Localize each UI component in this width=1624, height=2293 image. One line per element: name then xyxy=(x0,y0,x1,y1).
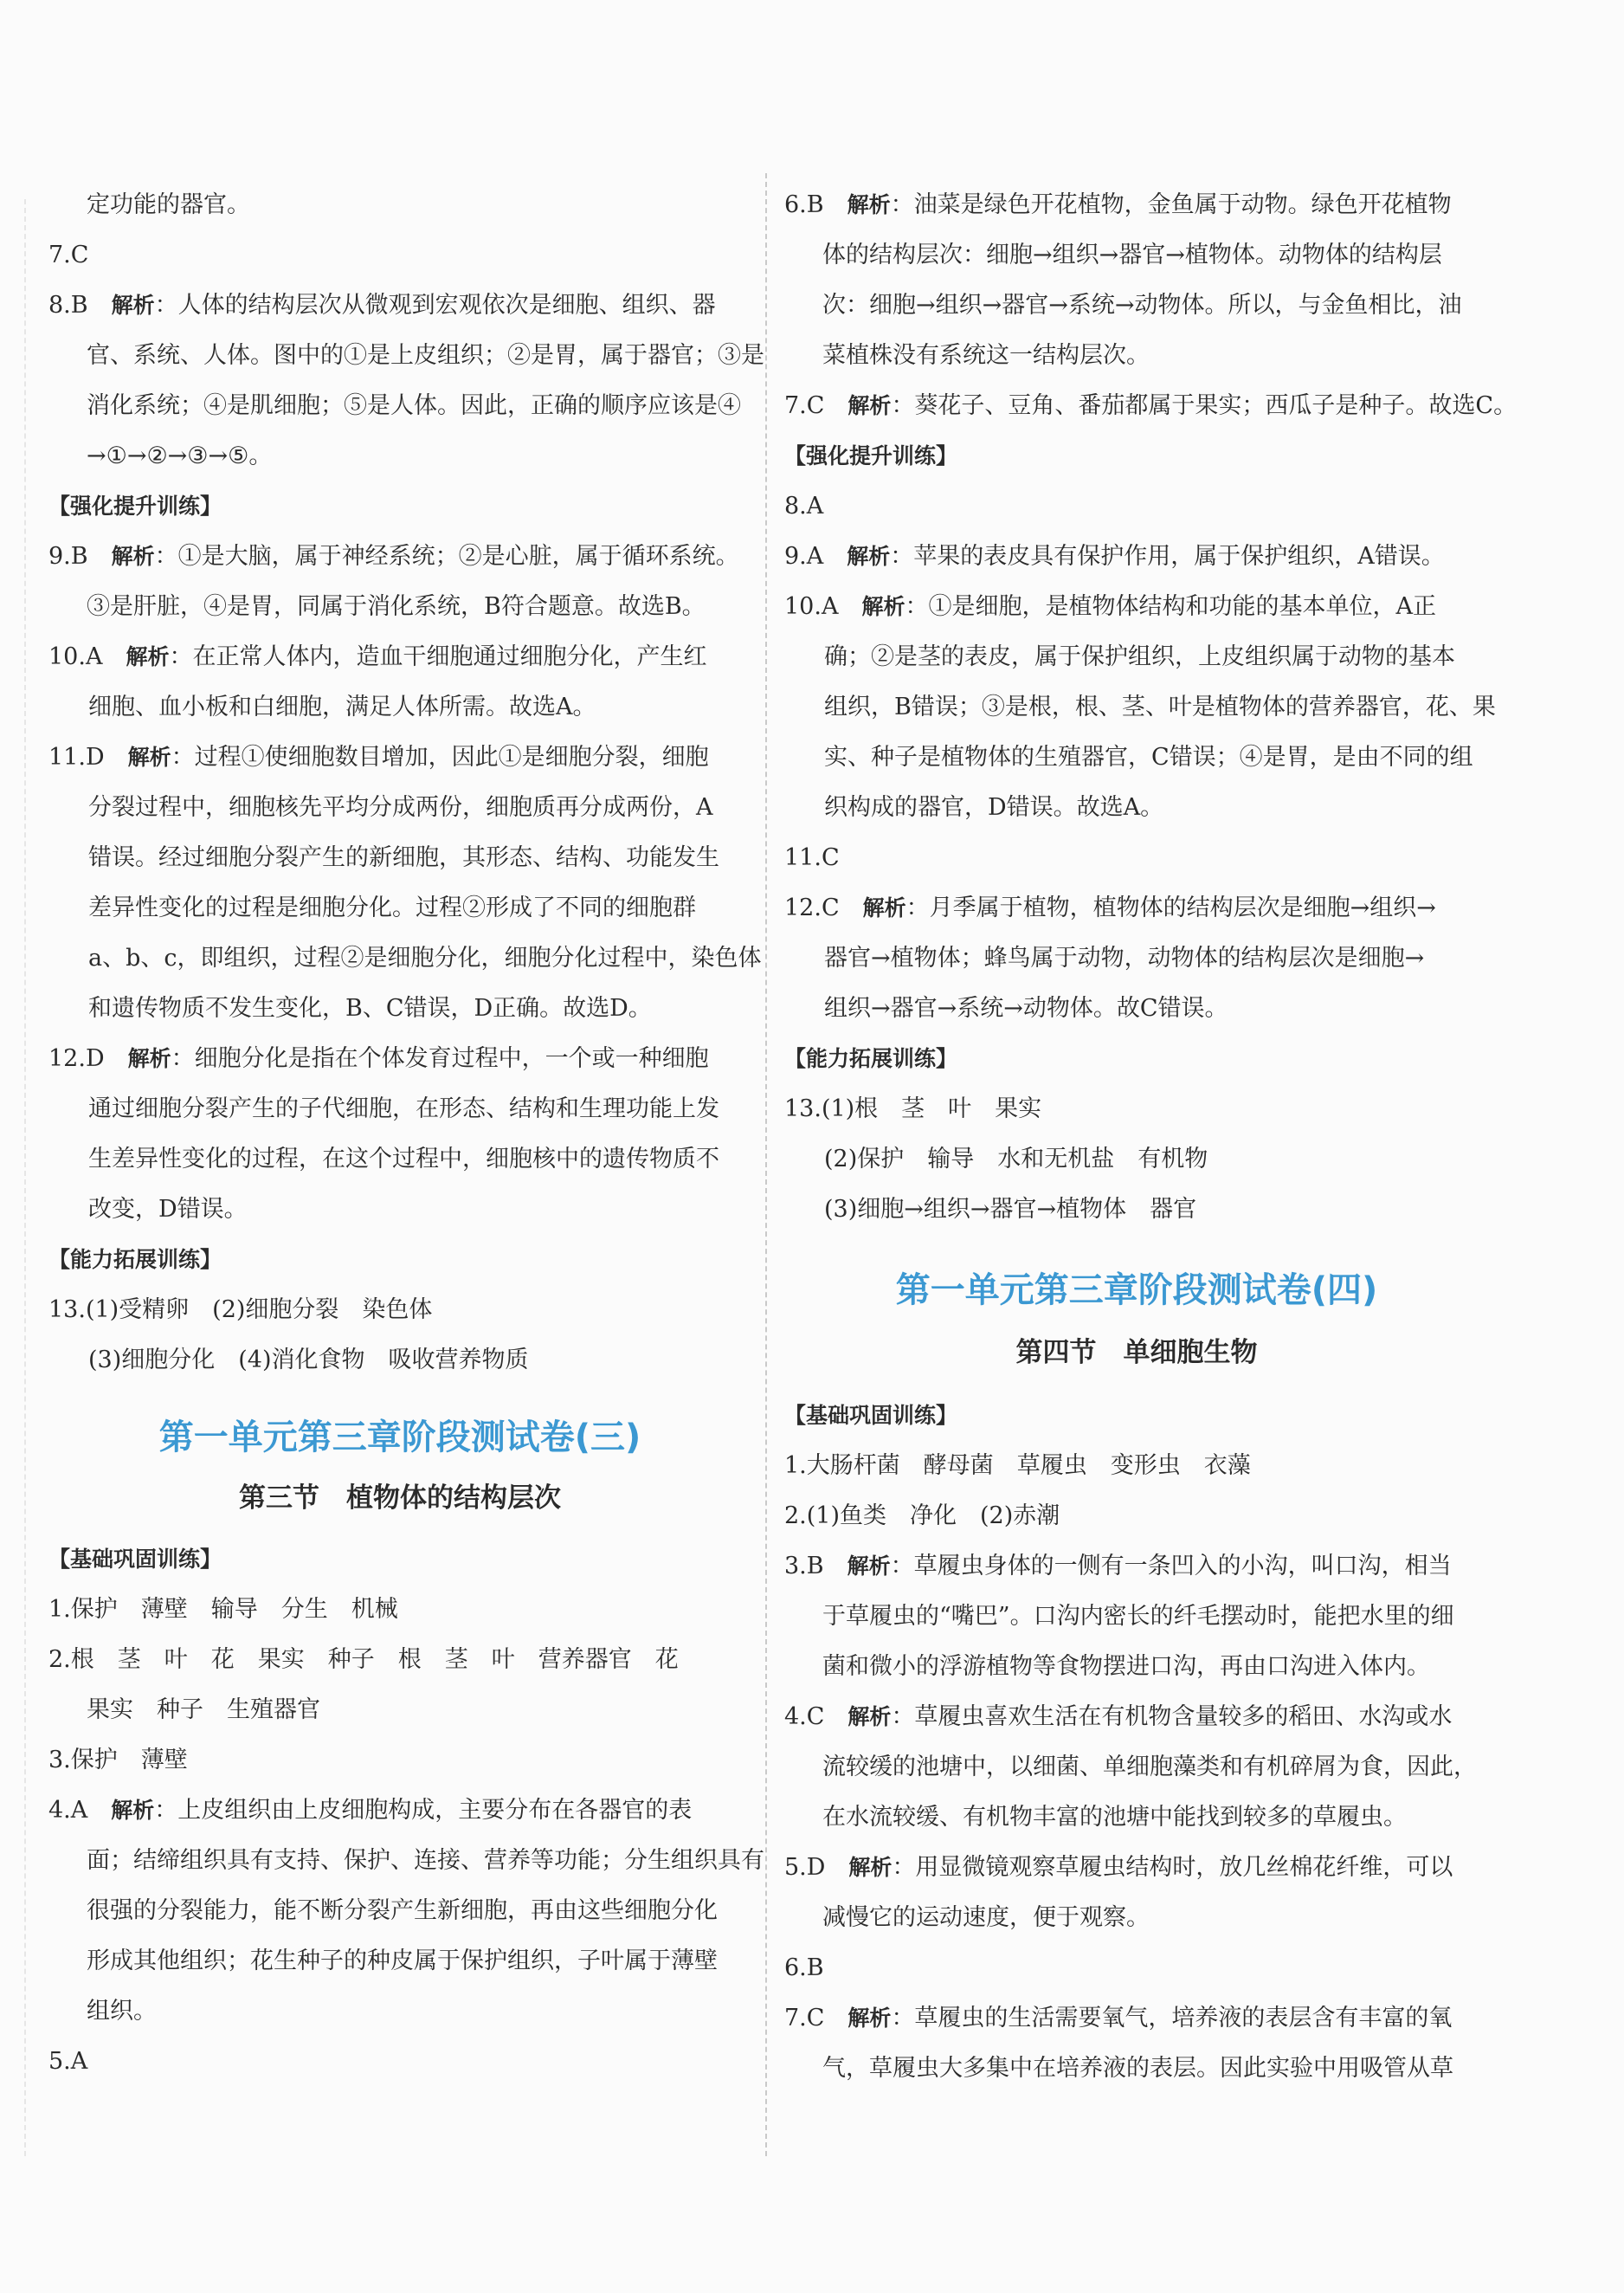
text-line: 流较缓的池塘中，以细菌、单细胞藻类和有机碎屑为食，因此， xyxy=(822,1754,1477,1780)
answer-8: 8.A xyxy=(784,493,824,520)
page-edge-line xyxy=(24,199,26,2156)
text-line: (3)细胞→组织→器官→植物体 器官 xyxy=(824,1196,1197,1223)
text-line: 和遗传物质不发生变化，B、C错误，D正确。故选D。 xyxy=(88,995,652,1022)
text-line: 定功能的器官。 xyxy=(87,191,250,218)
text-line: 错误。经过细胞分裂产生的新细胞，其形态、结构、功能发生 xyxy=(88,844,719,871)
section-heading: 【基础巩固训练】 xyxy=(48,1547,222,1572)
answer-5: 5.A xyxy=(48,2048,88,2075)
section-heading: 【能力拓展训练】 xyxy=(784,1046,958,1071)
text-line: 器官→植物体；蜂鸟属于动物，动物体的结构层次是细胞→ xyxy=(824,945,1425,972)
answer-13: 13.(1)受精卵 (2)细胞分裂 染色体 xyxy=(48,1296,433,1323)
answer-1: 1.保护 薄壁 输导 分生 机械 xyxy=(48,1596,398,1623)
answer-9: 9.B 解析：①是大脑，属于神经系统；②是心脏，属于循环系统。 xyxy=(48,543,739,570)
text-line: 菌和微小的浮游植物等食物摆进口沟，再由口沟进入体内。 xyxy=(822,1653,1430,1680)
answer-10: 10.A 解析：①是细胞，是植物体结构和功能的基本单位，A正 xyxy=(784,593,1436,620)
text-line: 组织→器官→系统→动物体。故C错误。 xyxy=(824,995,1228,1022)
answer-3: 3.保护 薄壁 xyxy=(48,1747,188,1773)
answer-7: 7.C xyxy=(48,242,89,268)
text-line: 分裂过程中，细胞核先平均分成两份，细胞质再分成两份，A xyxy=(88,794,713,821)
answer-4: 4.A 解析：上皮组织由上皮细胞构成，主要分布在各器官的表 xyxy=(48,1797,693,1824)
answer-9: 9.A 解析：苹果的表皮具有保护作用，属于保护组织，A错误。 xyxy=(784,543,1445,570)
text-line: ③是肝脏，④是胃，同属于消化系统，B符合题意。故选B。 xyxy=(87,593,706,620)
text-line: 在水流较缓、有机物丰富的池塘中能找到较多的草履虫。 xyxy=(822,1804,1407,1831)
text-line: 通过细胞分裂产生的子代细胞，在形态、结构和生理功能上发 xyxy=(88,1095,719,1122)
answer-12: 12.D 解析：细胞分化是指在个体发育过程中，一个或一种细胞 xyxy=(48,1045,709,1072)
text-line: 很强的分裂能力，能不断分裂产生新细胞，再由这些细胞分化 xyxy=(87,1897,718,1924)
test-title: 第一单元第三章阶段测试卷(三) xyxy=(158,1418,641,1457)
text-line: 果实 种子 生殖器官 xyxy=(87,1696,320,1723)
test-title: 第一单元第三章阶段测试卷(四) xyxy=(895,1270,1378,1310)
section-heading: 【强化提升训练】 xyxy=(48,494,222,519)
text-line: 消化系统；④是肌细胞；⑤是人体。因此，正确的顺序应该是④ xyxy=(87,392,741,419)
text-line: 面；结缔组织具有支持、保护、连接、营养等功能；分生组织具有 xyxy=(87,1847,764,1874)
text-line: (3)细胞分化 (4)消化食物 吸收营养物质 xyxy=(88,1347,529,1373)
section-title: 第四节 单细胞生物 xyxy=(1015,1337,1258,1368)
text-line: 次：细胞→组织→器官→系统→动物体。所以，与金鱼相比，油 xyxy=(822,292,1462,319)
answer-13: 13.(1)根 茎 叶 果实 xyxy=(784,1095,1042,1122)
section-heading: 【能力拓展训练】 xyxy=(48,1247,222,1272)
section-heading: 【基础巩固训练】 xyxy=(784,1403,958,1428)
answer-6: 6.B xyxy=(784,1954,824,1981)
section-title: 第三节 植物体的结构层次 xyxy=(239,1482,561,1514)
answer-7: 7.C 解析：葵花子、豆角、番茄都属于果实；西瓜子是种子。故选C。 xyxy=(784,392,1518,419)
text-line: 确；②是茎的表皮，属于保护组织，上皮组织属于动物的基本 xyxy=(824,643,1455,670)
answer-4: 4.C 解析：草履虫喜欢生活在有机物含量较多的稻田、水沟或水 xyxy=(784,1703,1453,1730)
text-line: 实、种子是植物体的生殖器官，C错误；④是胃，是由不同的组 xyxy=(824,744,1473,771)
answer-5: 5.D 解析：用显微镜观察草履虫结构时，放几丝棉花纤维，可以 xyxy=(784,1854,1453,1881)
text-line: 细胞、血小板和白细胞，满足人体所需。故选A。 xyxy=(88,694,596,720)
text-line: 减慢它的运动速度，便于观察。 xyxy=(822,1904,1150,1931)
text-line: (2)保护 输导 水和无机盐 有机物 xyxy=(824,1146,1208,1172)
text-line: →①→②→③→⑤。 xyxy=(87,442,273,469)
text-line: 菜植株没有系统这一结构层次。 xyxy=(822,342,1150,369)
text-line: 形成其他组织；花生种子的种皮属于保护组织，子叶属于薄壁 xyxy=(87,1947,718,1974)
text-line: 气，草履虫大多集中在培养液的表层。因此实验中用吸管从草 xyxy=(822,2055,1453,2082)
answer-8: 8.B 解析：人体的结构层次从微观到宏观依次是细胞、组织、器 xyxy=(48,292,716,319)
answer-2: 2.根 茎 叶 花 果实 种子 根 茎 叶 营养器官 花 xyxy=(48,1646,679,1673)
answer-3: 3.B 解析：草履虫身体的一侧有一条凹入的小沟，叫口沟，相当 xyxy=(784,1553,1452,1579)
text-line: 生差异性变化的过程，在这个过程中，细胞核中的遗传物质不 xyxy=(88,1146,719,1172)
answer-6: 6.B 解析：油菜是绿色开花植物，金鱼属于动物。绿色开花植物 xyxy=(784,191,1452,218)
answer-11: 11.C xyxy=(784,844,840,871)
text-line: 差异性变化的过程是细胞分化。过程②形成了不同的细胞群 xyxy=(88,895,696,921)
text-line: 体的结构层次：细胞→组织→器官→植物体。动物体的结构层 xyxy=(822,242,1442,268)
text-line: 于草履虫的“嘴巴”。口沟内密长的纤毛摆动时，能把水里的细 xyxy=(822,1603,1454,1630)
text-line: 官、系统、人体。图中的①是上皮组织；②是胃，属于器官；③是 xyxy=(87,342,764,369)
answer-2: 2.(1)鱼类 净化 (2)赤潮 xyxy=(784,1502,1060,1529)
text-line: a、b、c，即组织，过程②是细胞分化，细胞分化过程中，染色体 xyxy=(88,945,762,972)
answer-7: 7.C 解析：草履虫的生活需要氧气，培养液的表层含有丰富的氧 xyxy=(784,2005,1453,2031)
right-column xyxy=(784,180,1518,2094)
left-column xyxy=(48,180,764,2087)
answer-1: 1.大肠杆菌 酵母菌 草履虫 变形虫 衣藻 xyxy=(784,1452,1251,1479)
answer-10: 10.A 解析：在正常人体内，造血干细胞通过细胞分化，产生红 xyxy=(48,643,707,670)
section-heading: 【强化提升训练】 xyxy=(784,443,958,468)
column-divider xyxy=(765,173,767,2156)
text-line: 改变，D错误。 xyxy=(88,1196,248,1223)
text-line: 组织，B错误；③是根，根、茎、叶是植物体的营养器官，花、果 xyxy=(824,694,1496,720)
answer-12: 12.C 解析：月季属于植物，植物体的结构层次是细胞→组织→ xyxy=(784,895,1436,921)
answer-11: 11.D 解析：过程①使细胞数目增加，因此①是细胞分裂，细胞 xyxy=(48,744,709,771)
text-line: 织构成的器官，D错误。故选A。 xyxy=(824,794,1164,821)
text-line: 组织。 xyxy=(87,1998,157,2025)
